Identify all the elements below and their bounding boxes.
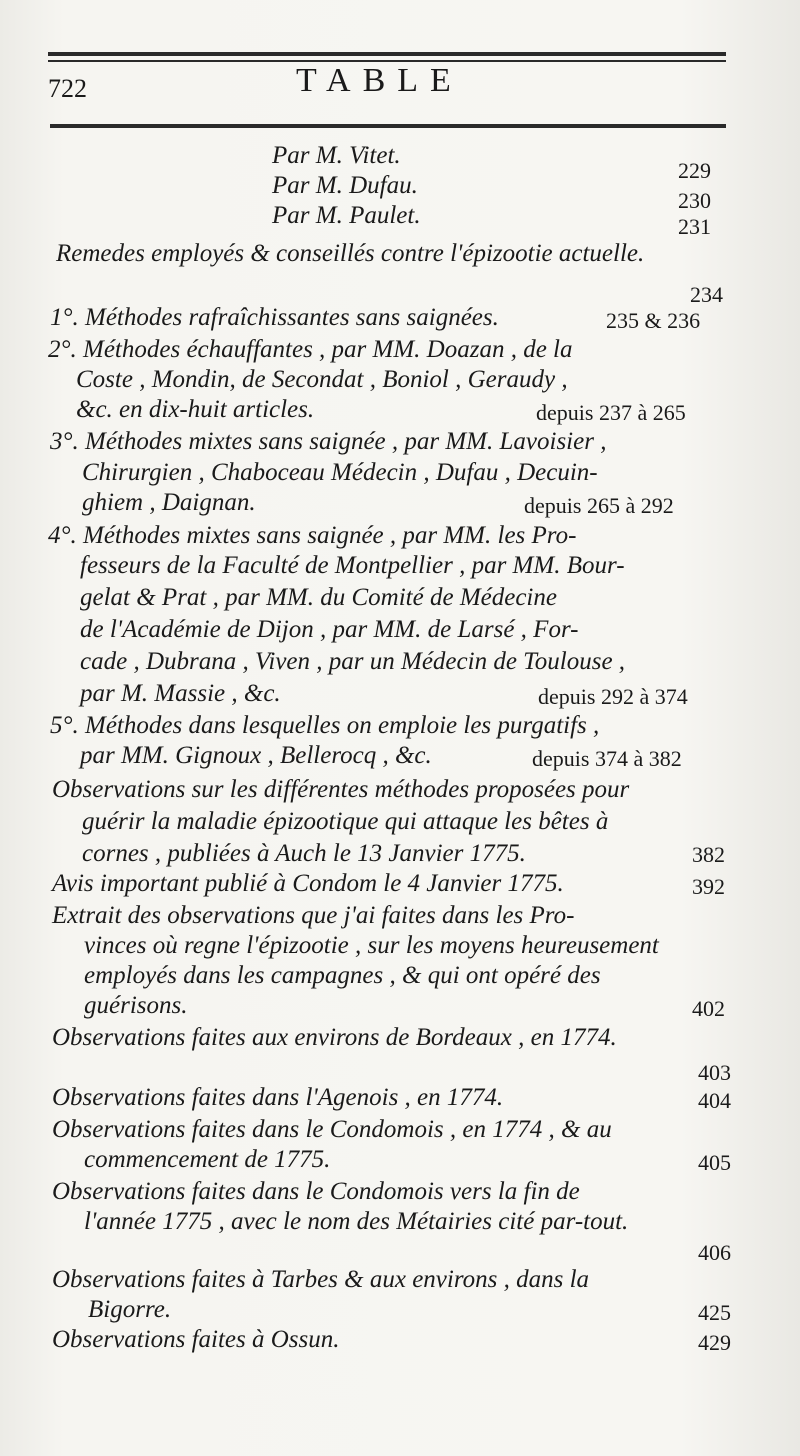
toc-page-remedes: 234 <box>690 282 723 307</box>
toc-entry-observations-methodes-line1: Observations sur les différentes méthodes proposées pour <box>52 776 630 803</box>
toc-entry-methodes-5-line2: par MM. Gignoux , Bellerocq , &c. <box>80 742 432 769</box>
toc-entry-methodes-3-line3: ghiem , Daignan. <box>82 489 256 516</box>
toc-entry-observations-methodes-line3: cornes , publiées à Auch le 13 Janvier 1775. <box>82 840 526 867</box>
toc-entry-condomois-fin-line1: Observations faites dans le Condomois vers la fin de <box>52 1178 580 1205</box>
toc-entry-agenois: Observations faites dans l'Agenois , en 1774. <box>52 1084 504 1111</box>
toc-entry-methodes-4-line2: fesseurs de la Faculté de Montpellier , par MM. Bour- <box>80 552 625 579</box>
toc-entry-methodes-2-line1: 2°. Méthodes échauffantes , par MM. Doazan , de la <box>48 336 573 363</box>
running-title: TABLE <box>296 62 463 99</box>
toc-entry-extrait-line2: vinces où regne l'épizootie , sur les moyens heureusement <box>84 932 659 959</box>
toc-page-avis: 392 <box>692 874 725 899</box>
toc-entry-methodes-4-line1: 4°. Méthodes mixtes sans saignée , par MM. les Pro- <box>48 522 577 549</box>
toc-page-extrait: 402 <box>692 996 725 1021</box>
toc-entry-vitet: Par M. Vitet. <box>272 142 401 169</box>
toc-entry-extrait-line1: Extrait des observations que j'ai faites dans les Pro- <box>52 902 575 929</box>
toc-entry-methodes-4-line5: cade , Dubrana , Viven , par un Médecin de Toulouse , <box>80 648 626 675</box>
toc-page-vitet: 229 <box>678 158 711 183</box>
toc-entry-bordeaux: Observations faites aux environs de Bordeaux , en 1774. <box>52 1024 617 1051</box>
toc-entry-methodes-3-line2: Chirurgien , Chaboceau Médecin , Dufau , Decuin- <box>82 459 598 486</box>
toc-entry-condomois-1774-line2: commencement de 1775. <box>84 1146 331 1173</box>
toc-page-methodes-3: depuis 265 à 292 <box>524 493 674 518</box>
toc-entry-methodes-1: 1°. Méthodes rafraîchissantes sans saignées. <box>50 304 499 331</box>
toc-entry-methodes-2-line2: Coste , Mondin, de Secondat , Boniol , Geraudy , <box>76 366 568 393</box>
toc-entry-remedes: Remedes employés & conseillés contre l'épizootie actuelle. <box>56 240 645 267</box>
toc-page-condomois-1774: 405 <box>698 1150 731 1175</box>
toc-page-paulet: 231 <box>678 214 711 239</box>
toc-entry-methodes-4-line4: de l'Académie de Dijon , par MM. de Larsé , For- <box>80 616 579 643</box>
toc-entry-paulet: Par M. Paulet. <box>272 202 421 229</box>
toc-page-methodes-1: 235 & 236 <box>606 308 701 333</box>
toc-page-agenois: 404 <box>698 1088 731 1113</box>
toc-page-methodes-4: depuis 292 à 374 <box>538 684 688 709</box>
toc-page-bordeaux: 403 <box>698 1060 731 1085</box>
toc-page-methodes-2: depuis 237 à 265 <box>536 400 686 425</box>
toc-entry-avis: Avis important publié à Condom le 4 Janvier 1775. <box>52 870 564 897</box>
toc-entry-condomois-1774-line1: Observations faites dans le Condomois , en 1774 , & au <box>52 1116 612 1143</box>
toc-page-tarbes: 425 <box>698 1300 731 1325</box>
toc-entry-condomois-fin-line2: l'année 1775 , avec le nom des Métairies cité par-tout. <box>84 1208 629 1235</box>
toc-entry-extrait-line3: employés dans les campagnes , & qui ont opéré des <box>84 962 601 989</box>
toc-page-observations-methodes: 382 <box>692 842 725 867</box>
toc-entry-tarbes-line1: Observations faites à Tarbes & aux environs , dans la <box>52 1266 590 1293</box>
toc-page-condomois-fin: 406 <box>698 1240 731 1265</box>
toc-page-dufau: 230 <box>678 188 711 213</box>
toc-entry-methodes-2-line3: &c. en dix-huit articles. <box>76 396 315 423</box>
toc-entry-methodes-4-line3: gelat & Prat , par MM. du Comité de Médecine <box>80 584 557 611</box>
toc-entry-tarbes-line2: Bigorre. <box>88 1296 172 1323</box>
toc-entry-methodes-4-line6: par M. Massie , &c. <box>80 680 281 707</box>
toc-entry-extrait-line4: guérisons. <box>84 992 188 1019</box>
toc-page-ossun: 429 <box>698 1330 731 1355</box>
toc-entry-observations-methodes-line2: guérir la maladie épizootique qui attaque les bêtes à <box>82 808 609 835</box>
toc-entry-ossun: Observations faites à Ossun. <box>52 1326 340 1353</box>
toc-entry-methodes-5-line1: 5°. Méthodes dans lesquelles on emploie les purgatifs , <box>50 712 600 739</box>
page-number: 722 <box>48 74 87 103</box>
toc-page-methodes-5: depuis 374 à 382 <box>532 746 682 771</box>
toc-entry-dufau: Par M. Dufau. <box>272 172 418 199</box>
toc-entry-methodes-3-line1: 3°. Méthodes mixtes sans saignée , par MM. Lavoisier , <box>50 428 607 455</box>
